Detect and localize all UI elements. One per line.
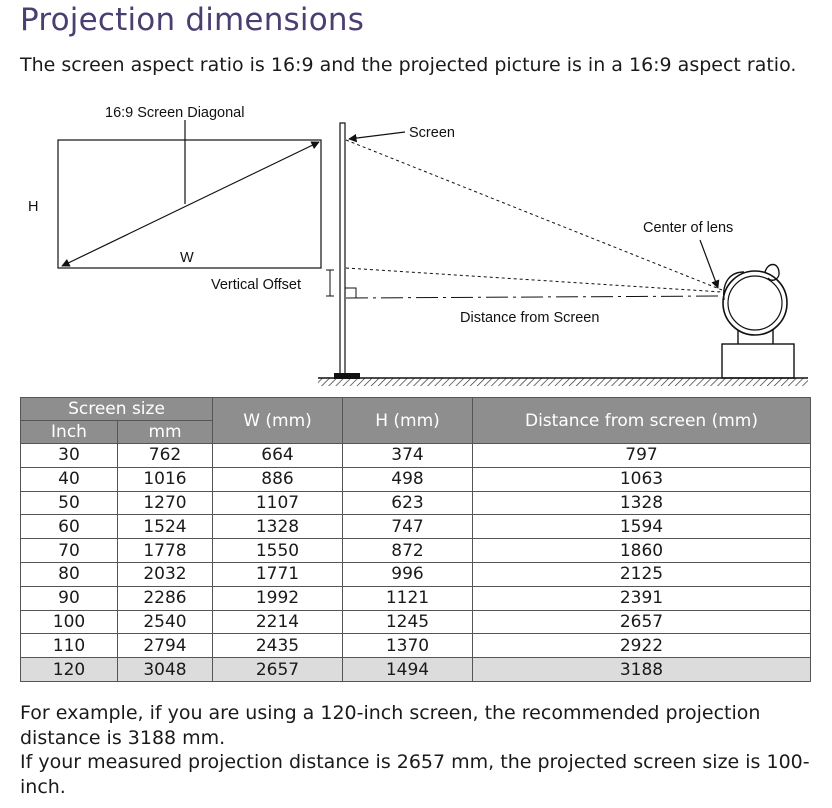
lens-label: Center of lens (643, 220, 734, 236)
w-cell: 886 (213, 467, 343, 491)
h-cell: 374 (343, 444, 473, 468)
screen-size-header: Screen size (21, 398, 213, 421)
mm-cell: 2794 (118, 634, 213, 658)
h-label: H (28, 199, 39, 215)
w-cell: 1771 (213, 562, 343, 586)
w-cell: 1550 (213, 539, 343, 563)
page-title: Projection dimensions (20, 2, 365, 38)
w-cell: 664 (213, 444, 343, 468)
w-cell: 2214 (213, 610, 343, 634)
screen-pointer (349, 132, 405, 139)
w-cell: 1328 (213, 515, 343, 539)
footer-text (20, 701, 820, 799)
mm-cell: 3048 (118, 658, 213, 682)
w-cell: 1107 (213, 491, 343, 515)
example-line-1: For example, if you are using a 120-inch screen, the recommended projection distance is 3188 mm. (20, 702, 761, 749)
w-cell: 1992 (213, 586, 343, 610)
h-cell: 996 (343, 562, 473, 586)
table-row (21, 515, 811, 539)
inch-cell: 50 (21, 491, 118, 515)
distance-cell: 2391 (473, 586, 811, 610)
table-row (21, 562, 811, 586)
diagonal-arrow (62, 142, 319, 266)
offset-label: Vertical Offset (211, 277, 301, 293)
projection-diagram (0, 100, 832, 392)
table-row (21, 491, 811, 515)
mm-cell: 2286 (118, 586, 213, 610)
inch-cell: 80 (21, 562, 118, 586)
w-label: W (180, 250, 194, 266)
inch-cell: 90 (21, 586, 118, 610)
h-cell: 623 (343, 491, 473, 515)
distance-cell: 797 (473, 444, 811, 468)
inch-cell: 110 (21, 634, 118, 658)
table-row-highlighted (21, 658, 811, 682)
mm-header: mm (118, 421, 213, 444)
h-cell: 1370 (343, 634, 473, 658)
mm-cell: 1016 (118, 467, 213, 491)
mm-cell: 2032 (118, 562, 213, 586)
distance-cell: 1063 (473, 467, 811, 491)
inch-cell: 70 (21, 539, 118, 563)
inch-cell: 120 (21, 658, 118, 682)
inch-cell: 30 (21, 444, 118, 468)
inch-header: Inch (21, 421, 118, 444)
h-header: H (mm) (343, 398, 473, 444)
h-cell: 1494 (343, 658, 473, 682)
distance-cell: 1328 (473, 491, 811, 515)
mm-cell: 1778 (118, 539, 213, 563)
h-cell: 498 (343, 467, 473, 491)
mm-cell: 1524 (118, 515, 213, 539)
h-cell: 747 (343, 515, 473, 539)
distance-label: Distance from Screen (460, 310, 600, 326)
distance-cell: 3188 (473, 658, 811, 682)
projector-icon (722, 265, 794, 379)
distance-header: Distance from screen (mm) (473, 398, 811, 444)
diagonal-label: 16:9 Screen Diagonal (105, 105, 245, 121)
projection-table (20, 397, 811, 682)
w-cell: 2657 (213, 658, 343, 682)
example-line-2: If your measured projection distance is 2657 mm, the projected screen size is 100-inch. (20, 751, 810, 798)
table-row (21, 634, 811, 658)
distance-cell: 2125 (473, 562, 811, 586)
lens-pointer (700, 240, 718, 288)
distance-cell: 1860 (473, 539, 811, 563)
w-header: W (mm) (213, 398, 343, 444)
table-row (21, 539, 811, 563)
mm-cell: 1270 (118, 491, 213, 515)
axis-line (346, 296, 722, 298)
w-cell: 2435 (213, 634, 343, 658)
distance-cell: 2657 (473, 610, 811, 634)
table-row (21, 586, 811, 610)
table-row (21, 444, 811, 468)
intro-text: The screen aspect ratio is 16:9 and the projected picture is in a 16:9 aspect ratio. (20, 54, 797, 76)
mm-cell: 762 (118, 444, 213, 468)
inch-cell: 60 (21, 515, 118, 539)
screen-pole (340, 123, 345, 376)
inch-cell: 40 (21, 467, 118, 491)
distance-cell: 2922 (473, 634, 811, 658)
h-cell: 1245 (343, 610, 473, 634)
table-row (21, 610, 811, 634)
mm-cell: 2540 (118, 610, 213, 634)
screen-label: Screen (409, 125, 455, 141)
h-cell: 872 (343, 539, 473, 563)
h-cell: 1121 (343, 586, 473, 610)
distance-cell: 1594 (473, 515, 811, 539)
inch-cell: 100 (21, 610, 118, 634)
floor (318, 378, 808, 386)
table-row (21, 467, 811, 491)
